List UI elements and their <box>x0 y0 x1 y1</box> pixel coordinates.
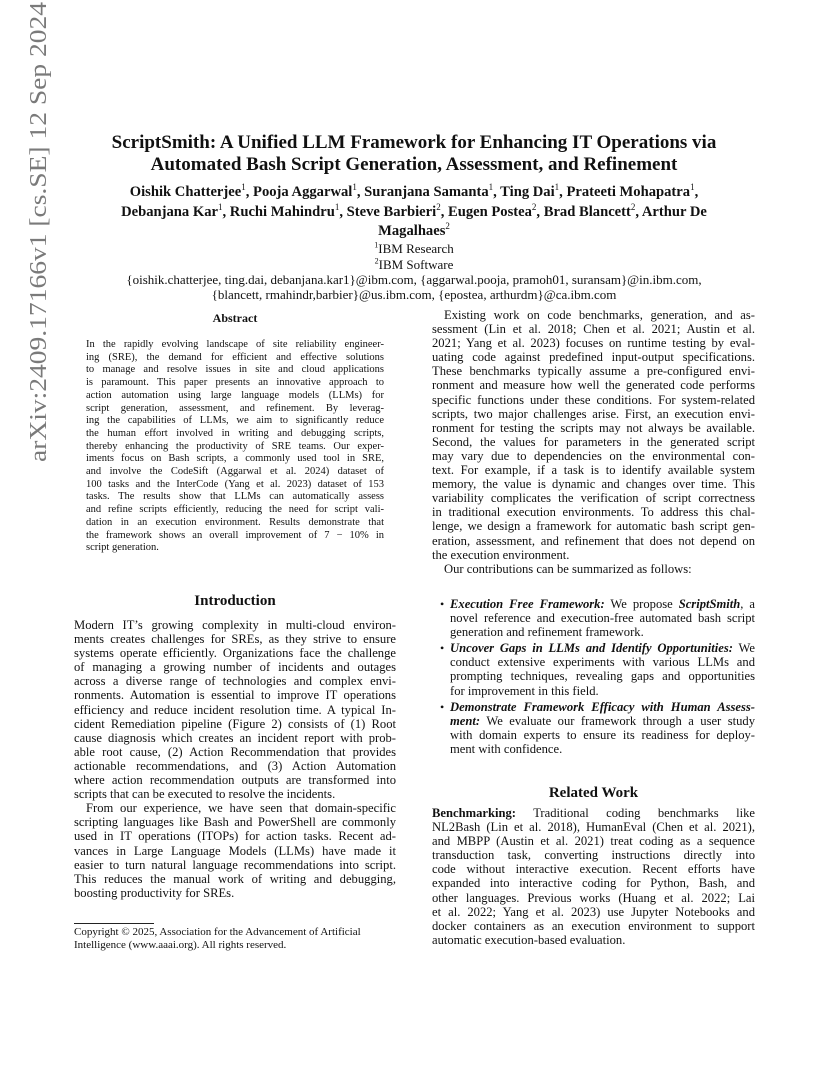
text-line: Modern IT’s growing complexity in multi-cloud environ- <box>74 618 396 632</box>
text-line: memory, the value is dynamic and changes over time. This <box>432 477 755 492</box>
text-line: actionable recommendations, and (3) Action Automation <box>74 758 396 773</box>
list-item: • Uncover Gaps in LLMs and Identify Opportunities: We conduct extensive experiments with various LLMs and prompting techniques, revealing gaps and opportunities for improvement in this field. <box>440 641 756 698</box>
text-line: sessment (Lin et al. 2018; Chen et al. 2021; Austin et al. <box>432 322 755 337</box>
bullet-icon: • <box>440 699 445 714</box>
text-line: other languages. Previous works (Huang et al. 2022; Lai <box>432 890 755 905</box>
text-line: used in IT operations (ITOPs) for action tasks. Recent ad- <box>74 829 396 844</box>
text-line: scripts, two major challenges arise. First, an execution envi- <box>432 406 755 421</box>
text-line: 2021; Yang et al. 2023) focuses on runtime testing by eval- <box>432 336 755 351</box>
footnote-line: Intelligence (www.aaai.org). All rights reserved. <box>74 939 287 952</box>
text-line: expanded into interactive coding for Python, Bash, and <box>432 876 755 891</box>
text-line: cident Remediation pipeline (Figure 2) consists of (1) Root <box>74 716 396 731</box>
title-line-1: ScriptSmith: A Unified LLM Framework for Enhancing IT Operations via <box>111 132 717 153</box>
text-line: may vary due to dependencies on the environmental con- <box>432 448 755 463</box>
author: Pooja Aggarwal <box>253 184 353 200</box>
text-line: ronment for testing the scripts may not always be available. <box>432 420 755 435</box>
text-line: This reduces the manual work of writing and debugging, <box>74 871 396 886</box>
author: Magalhaes <box>378 223 446 239</box>
text-line: and MBPP (Austin et al. 2021) treat coding as a sequence <box>432 834 755 849</box>
text-line: the execution environment. <box>432 547 570 562</box>
text-line: automatic execution-based evaluation. <box>432 932 626 947</box>
right-column-intro <box>432 308 755 576</box>
abstract-heading: Abstract <box>212 311 258 325</box>
related-first-line: Benchmarking: Traditional coding benchmarks like <box>432 806 756 820</box>
text-line: the framework shows an overall improvement of 7 − 10% in <box>86 529 384 541</box>
bullet-icon: • <box>440 597 445 611</box>
text-line: In the rapidly evolving landscape of site reliability engineer- <box>86 339 384 350</box>
text-line: lenge, we design a framework for automatic bash script gen- <box>432 519 755 534</box>
author: Ting Dai <box>500 184 555 200</box>
footnote-line: Copyright © 2025, Association for the Advancement of Artificial <box>74 926 361 938</box>
author-line-3: Magalhaes$^2$ <box>378 221 450 239</box>
text-line: uating code against predefined input-output specifications. <box>432 350 755 365</box>
text-line: cause diagnosis which creates an incident report with prob- <box>74 730 396 745</box>
text-line: docker containers as an execution environment to support <box>432 918 755 933</box>
text-line: thereby enhancing the productivity of SRE teams. Our exper- <box>86 440 384 452</box>
text-line: NL2Bash (Lin et al. 2018), HumanEval (Chen et al. 2021), <box>432 820 755 835</box>
text-line: systems operate efficiently. Organizations face the challenge <box>74 646 396 661</box>
text-line: script generation. <box>86 542 159 554</box>
author: Oishik Chatterjee <box>129 184 242 200</box>
text-line: ments creates challenges for SREs, as they strive to ensure <box>74 632 396 647</box>
text-line: the human effort involved in writing and debugging scripts, <box>86 427 384 439</box>
related-work-section <box>432 784 755 947</box>
text-line: in traditional execution environments. To address this chal- <box>432 505 755 520</box>
contrib-intro: Our contributions can be summarized as follows: <box>444 561 692 576</box>
text-line: iments focus on Bash scripts, a commonly used tool in SRE, <box>86 453 384 465</box>
bullet-icon: • <box>440 641 445 656</box>
text-line: text. For example, if a task is to identify available system <box>432 463 755 478</box>
paragraph <box>74 618 396 801</box>
title-line-2: Automated Bash Script Generation, Assessment, and Refinement <box>150 154 678 175</box>
list-item: • Demonstrate Framework Efficacy with Human Assess- ment: We evaluate our framework through a user study with domain experts to ensure its readiness for deploy- ment with confidence. <box>440 699 755 756</box>
text-line: dation in an execution environment. Results demonstrate that <box>86 516 384 528</box>
email-line: {oishik.chatterjee, ting.dai, debanjana.kar1}@ibm.com, {aggarwal.pooja, pramoh01, suransam}@in.ibm.com, <box>126 272 702 287</box>
author: Brad Blancett <box>543 204 631 220</box>
abstract-body <box>86 339 384 555</box>
text-line: efficiency and reduce incident resolution time. A typical In- <box>74 702 396 717</box>
section-heading: Related Work <box>548 785 639 801</box>
text-line: Second, the values for parameters in the generated script <box>432 434 755 449</box>
affiliation: $^1$IBM Research <box>374 240 454 256</box>
text-line: able root cause, (2) Action Recommendation that provides <box>74 744 396 759</box>
arxiv-id-text: arXiv:2409.17166v1 [cs.SE] 12 Sep 2024 <box>26 60 52 462</box>
affiliation: $^2$IBM Software <box>374 256 454 272</box>
text-line: From our experience, we have seen that domain-specific <box>86 801 396 816</box>
text-line: eration, assessment, and refinement that does not depend on <box>432 533 755 548</box>
text-line: is paramount. This paper presents an innovative approach to <box>86 377 384 389</box>
author: Ruchi Mahindru <box>229 204 335 220</box>
author: Debanjana Kar <box>121 204 218 220</box>
text-line: easier to turn natural language recommendations into script. <box>74 857 396 872</box>
introduction-section <box>74 592 396 900</box>
paragraph <box>432 820 755 947</box>
text-line: ronment and measure how well the generated code performs <box>432 378 755 393</box>
text-line: Existing work on code benchmarks, generation, and as- <box>444 308 755 322</box>
text-line: vances in Large Language Models (LLMs) have made it <box>74 843 396 858</box>
paragraph <box>432 308 755 562</box>
text-line: of managing a growing number of incidents and outages <box>74 660 396 675</box>
author-line-1: Oishik Chatterjee$^1$, Pooja Aggarwal$^1$, Suranjana Samanta$^1$, Ting Dai$^1$, Prateeti Mohapatra$^1$, <box>129 182 699 200</box>
list-item: • Execution Free Framework: We propose ScriptSmith, a novel reference and execution-free automated bash script generation and refinement framework. <box>440 597 756 640</box>
text-line: et al. 2022; Yang et al. 2023) use Jupyter Notebooks and <box>432 904 755 919</box>
text-line: ing the capabilities of LLMs, we aim to significantly reduce <box>86 415 384 427</box>
text-line: scripting languages like Bash and PowerShell are commonly <box>74 815 396 830</box>
text-line: action automation using large language models (LLMs) for <box>86 389 384 401</box>
text-line: across a diverse range of technologies and complex envi- <box>74 674 396 689</box>
section-heading: Introduction <box>194 593 276 609</box>
text-line: script generation, assessment, and refinement. By leverag- <box>86 402 384 414</box>
text-line: ronments. Automation is essential to improve IT operations <box>74 688 396 703</box>
author: Eugen Postea <box>448 204 532 220</box>
abstract <box>86 311 384 555</box>
text-line: ing (SRE), the demand for efficient and effective solutions <box>86 351 384 363</box>
author: Prateeti Mohapatra <box>566 184 691 200</box>
text-line: transduction task, converting instructions directly into <box>432 848 755 863</box>
email-line: {blancett, rmahindr,barbier}@us.ibm.com, {epostea, arthurdm}@ca.ibm.com <box>211 287 617 302</box>
text-line: 100 tasks and the InterCode (Yang et al. 2023) dataset of 153 <box>86 478 384 490</box>
text-line: to manage and resolve issues in site and cloud applications <box>86 364 384 376</box>
text-line: These benchmarks typically assume a pre-configured envi- <box>432 364 755 379</box>
copyright-footnote <box>74 926 396 952</box>
text-line: and involve the CodeSift (Aggarwal et al. 2024) dataset of <box>86 466 384 478</box>
text-line: scripts that can be executed to resolve the incidents. <box>74 787 336 802</box>
text-line: specific functions under these conditions. For system-related <box>432 392 755 407</box>
footnote-rule <box>74 923 154 924</box>
text-line: code without interactive execution. Recent efforts have <box>432 862 755 877</box>
author-line-2: Debanjana Kar$^1$, Ruchi Mahindru$^1$, Steve Barbieri$^2$, Eugen Postea$^2$, Brad Blancett$^2$, Arthur De <box>121 202 707 220</box>
text-line: where action recommendation outputs are transformed into <box>74 773 396 788</box>
contribution-list <box>440 597 755 756</box>
text-line: boosting productivity for SREs. <box>74 885 235 900</box>
text-line: tasks. The results show that LLMs can automatically assess <box>86 491 384 503</box>
author: Steve Barbieri <box>346 204 437 220</box>
author: Arthur De <box>641 204 707 220</box>
text-line: variability complicates the verification of script correctness <box>432 491 755 506</box>
paragraph <box>74 801 396 900</box>
text-line: and refine scripts efficiently, reducing the need for script vali- <box>86 504 384 516</box>
author: Suranjana Samanta <box>364 184 489 200</box>
